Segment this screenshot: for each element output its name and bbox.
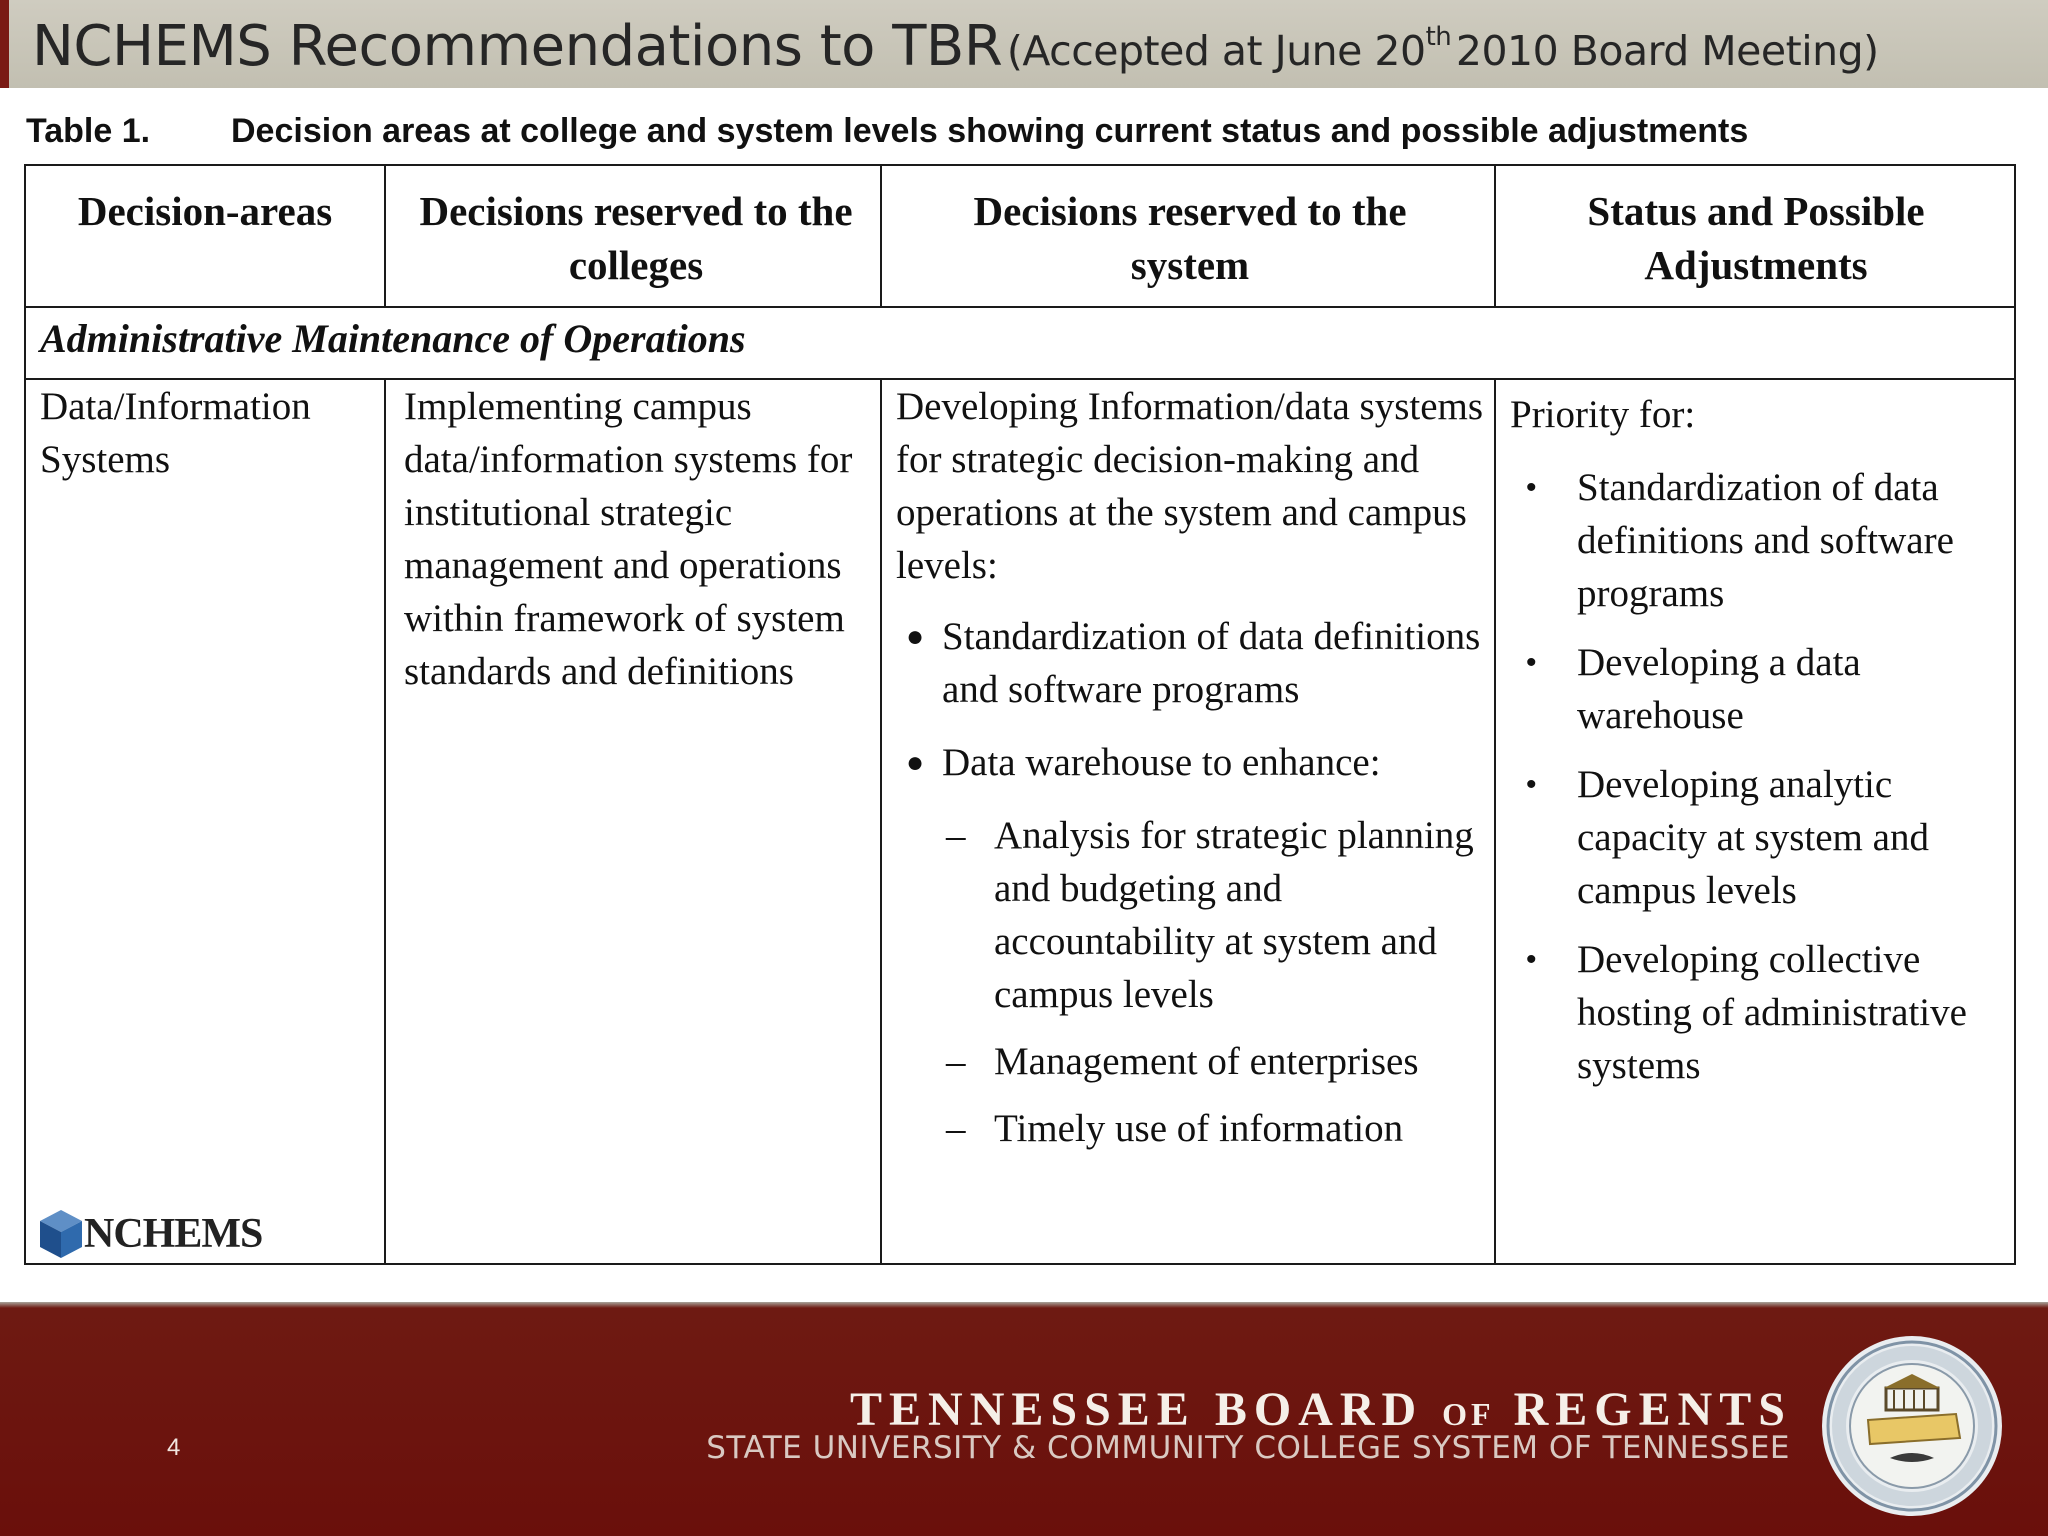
bullet-icon: • — [1526, 471, 1537, 504]
table-divider — [384, 378, 386, 1263]
status-bullet — [1510, 758, 2018, 917]
page-number: 4 — [167, 1434, 181, 1461]
tbr-tagline: STATE UNIVERSITY & COMMUNITY COLLEGE SYSTEM OF TENNESSEE — [706, 1430, 1790, 1466]
nchems-cube-icon — [38, 1208, 84, 1260]
header-decision-areas: Decision-areas — [77, 188, 333, 234]
nchems-logo-text: NCHEMS — [84, 1211, 263, 1257]
header-status: Status and Possible Adjustments — [1587, 188, 1925, 288]
table-divider — [26, 306, 2014, 308]
table-divider — [1494, 378, 1496, 1263]
status-bullet — [1510, 636, 2018, 742]
tbr-wordmark-part1: TENNESSEE BOARD — [850, 1383, 1443, 1436]
header-system: Decisions reserved to the system — [973, 188, 1407, 288]
system-bullet — [896, 610, 1494, 716]
cell-decision-area: Data/Information Systems — [40, 385, 311, 481]
title-accent-stripe — [0, 0, 9, 88]
slide-title-main: NCHEMS Recommendations to TBR — [32, 14, 1003, 79]
system-intro: Developing Information/data systems for strategic decision-making and operations at the system and campus levels: — [896, 385, 1484, 587]
system-dash-item — [896, 1102, 1494, 1155]
bullet-icon: • — [1526, 943, 1537, 976]
bullet-icon: ● — [906, 620, 925, 653]
slide-title-superscript: th — [1425, 22, 1452, 52]
tbr-wordmark — [850, 1382, 1792, 1437]
system-dash-text: Management of enterprises — [994, 1040, 1419, 1083]
system-dash-item — [896, 1035, 1494, 1088]
section-title: Administrative Maintenance of Operations — [40, 316, 746, 361]
cell-colleges: Implementing campus data/information systems for institutional strategic management and operations within framework of system standards and definitions — [404, 385, 853, 693]
tbr-wordmark-part2: REGENTS — [1494, 1383, 1792, 1436]
dash-icon: – — [946, 1040, 966, 1083]
status-bullet-text: Developing analytic capacity at system and campus levels — [1577, 763, 1929, 912]
system-bullet — [896, 736, 1494, 789]
table-divider — [880, 378, 882, 1263]
tbr-wordmark-of: OF — [1442, 1396, 1495, 1432]
table-caption-label: Table 1. — [26, 112, 151, 150]
cell-system — [896, 380, 1494, 1155]
cell-status — [1510, 388, 2018, 1092]
slide-title-sub-close: 2010 Board Meeting) — [1455, 27, 1879, 75]
table-divider — [1494, 166, 1496, 306]
dash-icon: – — [946, 814, 966, 857]
table-caption — [26, 112, 1748, 151]
system-dash-text: Analysis for strategic planning and budgeting and accountability at system and campus levels — [994, 814, 1474, 1016]
system-dash-item — [896, 809, 1494, 1021]
bullet-icon: • — [1526, 646, 1537, 679]
system-bullet-text: Standardization of data definitions and software programs — [942, 615, 1481, 711]
status-intro: Priority for: — [1510, 393, 1696, 436]
tbr-seal-icon — [1820, 1334, 2004, 1518]
status-bullet — [1510, 933, 2018, 1092]
nchems-logo — [38, 1208, 262, 1260]
status-bullet-text: Developing collective hosting of administrative systems — [1577, 938, 1967, 1087]
slide-title-sub: (Accepted at June 20 — [1006, 27, 1426, 75]
status-bullet-text: Developing a data warehouse — [1577, 641, 1861, 737]
status-bullet — [1510, 461, 2018, 620]
dash-icon: – — [946, 1107, 966, 1150]
table-divider — [880, 166, 882, 306]
status-bullet-text: Standardization of data definitions and software programs — [1577, 466, 1954, 615]
table-caption-text: Decision areas at college and system levels showing current status and possible adjustments — [231, 112, 1749, 150]
bullet-icon: • — [1526, 768, 1537, 801]
title-bar — [0, 0, 2048, 88]
table-divider — [384, 166, 386, 306]
bullet-icon: ● — [906, 746, 925, 779]
slide-title — [32, 14, 1879, 79]
decision-table — [24, 164, 2016, 1265]
header-colleges: Decisions reserved to the colleges — [419, 188, 853, 288]
system-dash-text: Timely use of information — [994, 1107, 1404, 1150]
system-bullet-text: Data warehouse to enhance: — [942, 741, 1381, 784]
